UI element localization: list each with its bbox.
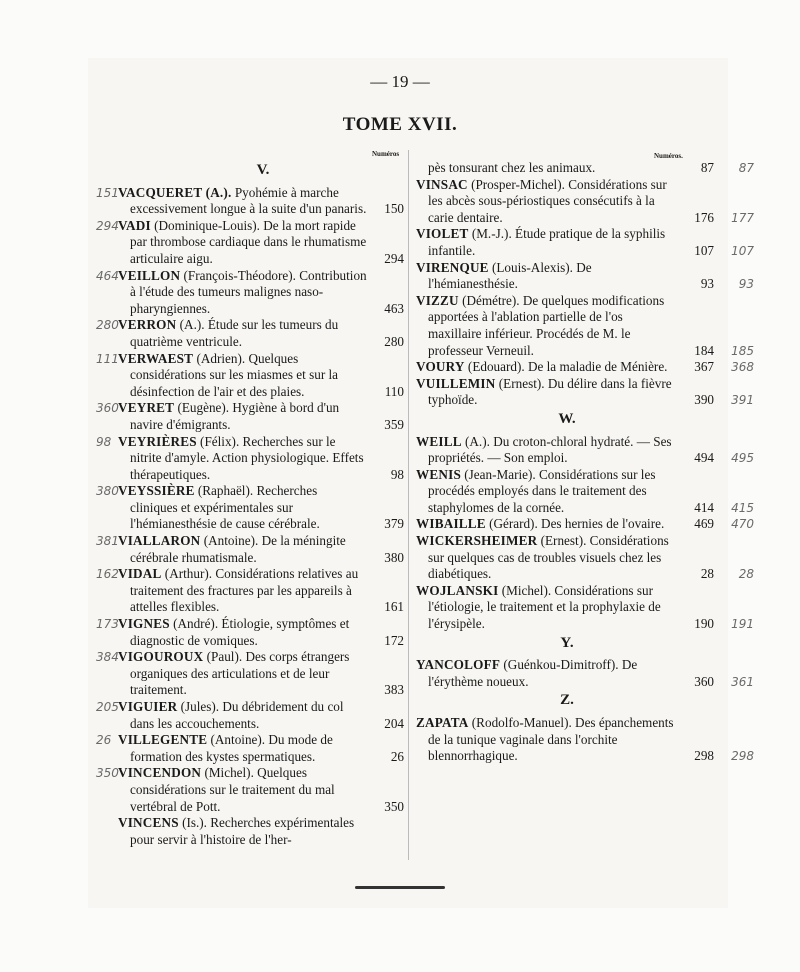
author-name: WICKERSHEIMER (416, 533, 538, 549)
section-letter: V. (256, 162, 270, 178)
index-entry (96, 217, 408, 268)
entry-title: (M.-J.). Étude pratique de la syphilis infantile. (428, 226, 666, 258)
index-entry (96, 184, 408, 218)
author-name: VIGNES (118, 616, 170, 632)
author-name: VIZZU (416, 292, 459, 308)
entry-number: 380 (384, 549, 404, 565)
entry-number: 110 (384, 383, 404, 399)
entry-number: 350 (384, 798, 404, 814)
entry-number: 150 (384, 201, 404, 217)
author-name: VEILLON (118, 267, 181, 283)
entry-number: 280 (384, 333, 404, 349)
index-entry (96, 433, 408, 484)
entry-number: 298 (694, 748, 714, 764)
section-letter: Y. (560, 634, 574, 651)
author-name: VIDAL (118, 566, 162, 582)
entry-number: 469 (694, 516, 714, 532)
handwritten-number: 26 (96, 733, 112, 748)
handwritten-number: 162 (96, 567, 119, 582)
index-entry (96, 483, 408, 533)
entry-title: (Antoine). De la méningite cérébrale rhumatismale. (130, 533, 346, 565)
entry-title: (Félix). Recherches sur le nitrite d'amyle. Action physiologique. Effets thérapeutiques. (130, 433, 364, 482)
author-name: VACQUERET (A.). (118, 184, 232, 200)
index-entry (96, 566, 408, 616)
entry-number: 204 (384, 715, 404, 731)
author-name: VIRENQUE (416, 259, 489, 275)
entry-number: 190 (694, 616, 714, 632)
entry-title: (Guénkou-Dimitroff). De l'érythème noueux. (428, 657, 638, 689)
index-entry (96, 699, 408, 732)
entry-title: (A.). Étude sur les tumeurs du quatrième ventricule. (130, 317, 339, 349)
entry-number: 161 (384, 599, 404, 615)
entry-title: (Paul). Des corps étrangers organiques des articulations et de leur traitement. (130, 649, 350, 698)
entry-title: (Dominique-Louis). De la mort rapide par thrombose cardiaque dans le rhumatisme articulaire aigu. (130, 217, 367, 266)
entry-title: Pyohémie à marche excessivement longue à la suite d'un panaris. (130, 184, 367, 217)
handwritten-number: 177 (731, 210, 754, 225)
entry-number: 93 (700, 276, 714, 292)
handwritten-number: 361 (731, 674, 754, 689)
entry-title: (Michel). Quelques considérations sur le traitement du mal vertébral de Pott. (130, 765, 335, 814)
footer-ornament (350, 882, 450, 890)
handwritten-number: 415 (731, 500, 754, 515)
left-column (96, 160, 408, 848)
author-name: VERWAEST (118, 350, 194, 366)
entry-number: 494 (694, 450, 714, 466)
index-entry (96, 765, 408, 815)
handwritten-number: 205 (96, 700, 119, 714)
entry-title: (Jean-Marie). Considérations sur les procédés employés dans le traitement des staphylomes de la cornée. (428, 466, 656, 515)
index-entry (118, 815, 408, 848)
handwritten-number: 173 (96, 617, 119, 632)
author-name: VOURY (416, 359, 465, 375)
tome-title: TOME XVII. (342, 114, 458, 135)
entry-title: (Louis-Alexis). De l'hémianesthésie. (428, 259, 592, 292)
index-entry (416, 715, 754, 765)
index-entry (416, 516, 754, 533)
entry-number: 184 (694, 342, 714, 358)
entry-title: (Michel). Considérations sur l'étiologie, le traitement et la prophylaxie de l'érysipèle. (428, 582, 661, 632)
entry-title: (Ernest). Du délire dans la fièvre typhoïde. (428, 375, 672, 408)
handwritten-number: 98 (96, 434, 112, 449)
author-name: YANCOLOFF (416, 657, 501, 673)
index-entry (416, 582, 754, 633)
author-name: WENIS (416, 466, 461, 482)
entry-number: 172 (384, 632, 404, 648)
numeros-header-right: Numéros. (654, 152, 683, 160)
author-name: ZAPATA (416, 715, 469, 730)
author-name: WOJLANSKI (416, 582, 499, 598)
handwritten-number: 28 (738, 567, 754, 582)
handwritten-number: 280 (96, 318, 119, 333)
handwritten-number: 464 (96, 268, 119, 283)
author-name: VINCENDON (118, 765, 202, 781)
index-entry (416, 259, 754, 293)
index-entry (96, 267, 408, 318)
entry-number: 390 (694, 392, 714, 408)
entry-number: 414 (694, 499, 714, 515)
index-entry (96, 533, 408, 566)
handwritten-number: 107 (731, 243, 754, 258)
index-entry (416, 160, 754, 177)
entry-number: 28 (700, 566, 714, 582)
entry-title: (Adrien). Quelques considérations sur les miasmes et sur la désinfection de l'air et des plaies. (130, 350, 339, 399)
handwritten-number: 495 (731, 451, 754, 466)
author-name: VINCENS (118, 815, 179, 831)
author-name: VEYRIÈRES (118, 433, 197, 449)
entry-title: (Raphaël). Recherches cliniques et expérimentales sur l'hémianesthésie de cause cérébrale. (130, 483, 320, 532)
entry-title: (Gérard). Des hernies de l'ovaire. (485, 516, 665, 532)
author-name: VIGOUROUX (118, 649, 204, 665)
index-entry (416, 433, 754, 467)
handwritten-number: 151 (96, 185, 119, 200)
author-name: VEYSSIÈRE (118, 483, 195, 499)
handwritten-number: 470 (731, 517, 754, 532)
author-name: VADI (118, 217, 151, 233)
handwritten-number: 185 (731, 343, 754, 358)
author-name: VIOLET (416, 226, 469, 242)
handwritten-number: 391 (731, 393, 754, 408)
entry-title: (Ernest). Considérations sur quelques cas de troubles visuels chez les diabétiques. (428, 533, 669, 582)
index-entry (416, 466, 754, 517)
entry-number: 360 (694, 673, 714, 689)
page-number: — 19 — (370, 72, 430, 91)
right-column (416, 160, 754, 765)
section-letter: W. (558, 410, 576, 427)
index-entry (96, 616, 408, 649)
index-entry (416, 657, 754, 690)
entry-title: (Edouard). De la maladie de Ménière. (464, 359, 668, 375)
author-name: VILLEGENTE (118, 732, 208, 748)
entry-number: 87 (700, 160, 714, 175)
entry-title: pès tonsurant chez les animaux. (428, 160, 596, 175)
entry-title: (Eugène). Hygiène à bord d'un navire d'émigrants. (130, 400, 340, 432)
entry-number: 367 (694, 359, 714, 375)
index-entry (416, 226, 754, 259)
index-entry (96, 649, 408, 699)
author-name: WEILL (416, 433, 462, 449)
section-letter: Z. (560, 692, 574, 709)
entry-number: 294 (384, 250, 404, 266)
author-name: WIBAILLE (416, 516, 486, 532)
index-entry (416, 359, 754, 376)
handwritten-number: 191 (731, 617, 754, 632)
handwritten-number: 368 (731, 360, 754, 375)
author-name: VINSAC (416, 176, 468, 192)
handwritten-number: 360 (96, 401, 119, 416)
entry-number: 463 (384, 300, 404, 316)
entry-title: (A.). Du croton-chloral hydraté. — Ses propriétés. — Son emploi. (428, 433, 672, 466)
column-divider (408, 150, 409, 860)
entry-title: (François-Théodore). Contribution à l'étude des tumeurs malignes naso-pharyngiennes. (130, 267, 367, 316)
handwritten-number: 294 (96, 218, 119, 233)
handwritten-number: 350 (96, 766, 119, 781)
handwritten-number: 380 (96, 484, 119, 499)
index-entry (416, 533, 754, 583)
handwritten-number: 298 (731, 749, 754, 764)
author-name: VERRON (118, 317, 177, 333)
entry-number: 379 (384, 516, 404, 532)
entry-title: (Démétre). De quelques modifications apportées à l'ablation partielle de l'os maxillaire inférieur. Procédés de M. le professeur Verneuil. (428, 292, 665, 358)
entry-number: 383 (384, 682, 404, 698)
author-name: VEYRET (118, 400, 175, 416)
index-entry (96, 350, 408, 401)
index-entry (96, 317, 408, 350)
entry-number: 359 (384, 416, 404, 432)
entry-number: 98 (390, 466, 404, 482)
index-entry (416, 292, 754, 359)
entry-title: (Prosper-Michel). Considérations sur les abcès sous-périostiques consécutifs à la carie dentaire. (428, 176, 667, 225)
entry-title: (André). Étiologie, symptômes et diagnostic de vomiques. (130, 616, 350, 648)
entry-title: (Arthur). Considérations relatives au traitement des fractures par les appareils à attelles flexibles. (130, 566, 359, 615)
numeros-header-left: Numéros (372, 150, 400, 158)
index-entry (416, 375, 754, 409)
index-entry (416, 176, 754, 227)
author-name: VIGUIER (118, 699, 178, 714)
entry-number: 107 (694, 242, 714, 258)
handwritten-number: 87 (738, 161, 754, 175)
entry-number: 176 (694, 209, 714, 225)
handwritten-number: 381 (96, 534, 119, 549)
entry-title: (Rodolfo-Manuel). Des épanchements de la tunique vaginale dans l'orchite blennorrhagique. (428, 715, 674, 764)
entry-title: (Is.). Recherches expérimentales pour servir à l'histoire de l'her- (130, 815, 355, 847)
entry-number: 26 (390, 748, 404, 764)
handwritten-number: 111 (96, 351, 119, 366)
index-entry (96, 732, 408, 765)
author-name: VUILLEMIN (416, 375, 496, 391)
entry-title: (Antoine). Du mode de formation des kystes spermatiques. (130, 732, 333, 764)
handwritten-number: 93 (738, 277, 754, 292)
entry-title: (Jules). Du débridement du col dans les accouchements. (130, 699, 344, 731)
index-entry (96, 400, 408, 433)
author-name: VIALLARON (118, 533, 201, 549)
handwritten-number: 384 (96, 650, 119, 665)
